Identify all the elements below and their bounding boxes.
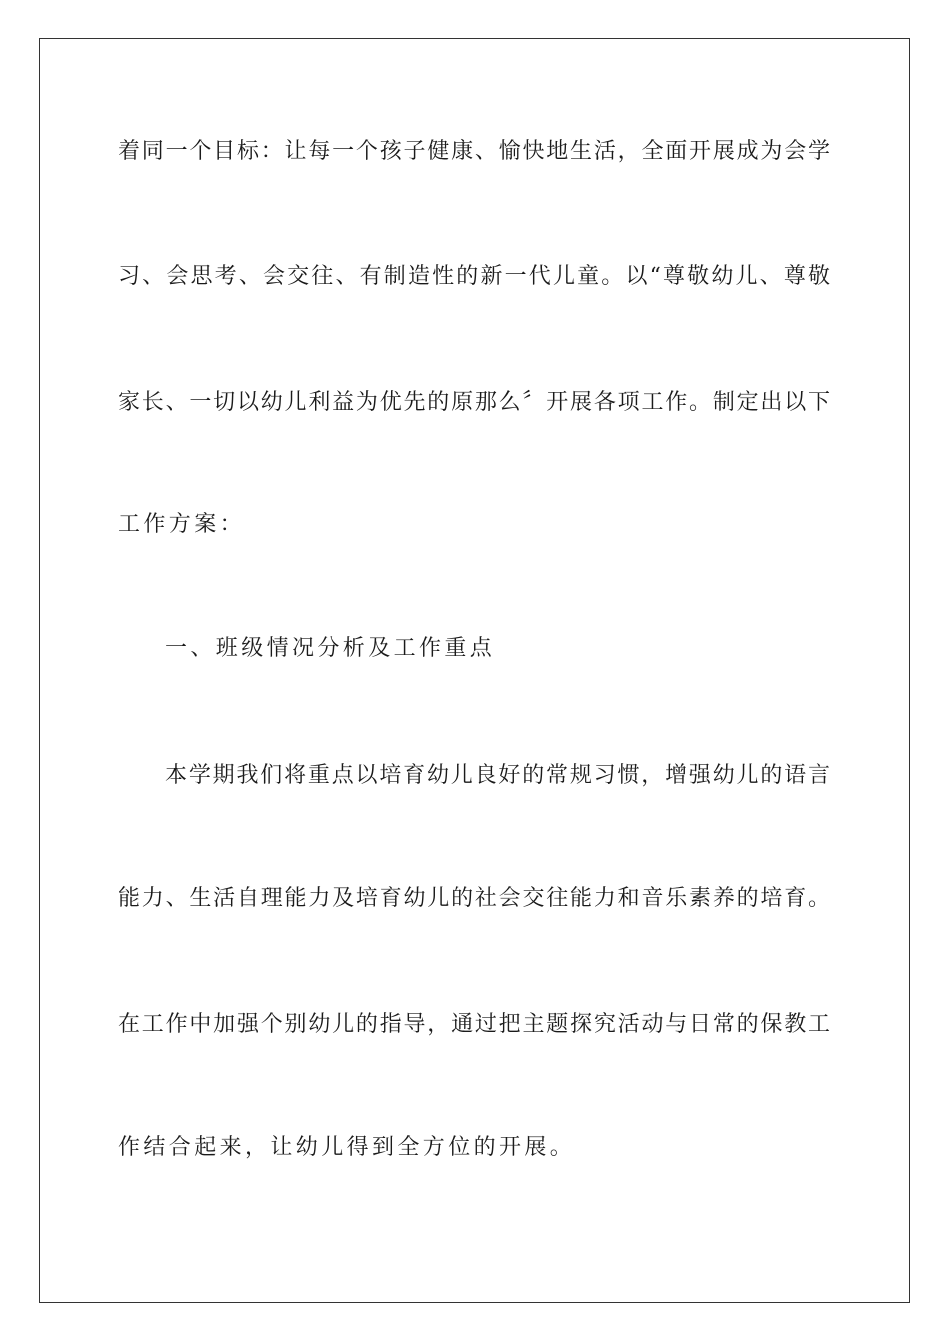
paragraph-line-5: 本学期我们将重点以培育幼儿良好的常规习惯，增强幼儿的语言 [165,763,830,788]
paragraph-line-6: 能力、生活自理能力及培育幼儿的社会交往能力和音乐素养的培育。 [118,886,830,911]
section-heading: 一、班级情况分析及工作重点 [165,636,496,661]
paragraph-line-1: 着同一个目标：让每一个孩子健康、愉快地生活，全面开展成为会学 [118,139,830,164]
page-frame [39,38,910,1303]
paragraph-line-2: 习、会思考、会交往、有制造性的新一代儿童。以“尊敬幼儿、尊敬 [118,264,830,289]
paragraph-line-4: 工作方案： [118,512,246,537]
paragraph-line-7: 在工作中加强个别幼儿的指导，通过把主题探究活动与日常的保教工 [118,1012,830,1037]
paragraph-line-3: 家长、一切以幼儿利益为优先的原那么〞开展各项工作。制定出以下 [118,390,830,415]
paragraph-line-8: 作结合起来，让幼儿得到全方位的开展。 [118,1135,576,1160]
